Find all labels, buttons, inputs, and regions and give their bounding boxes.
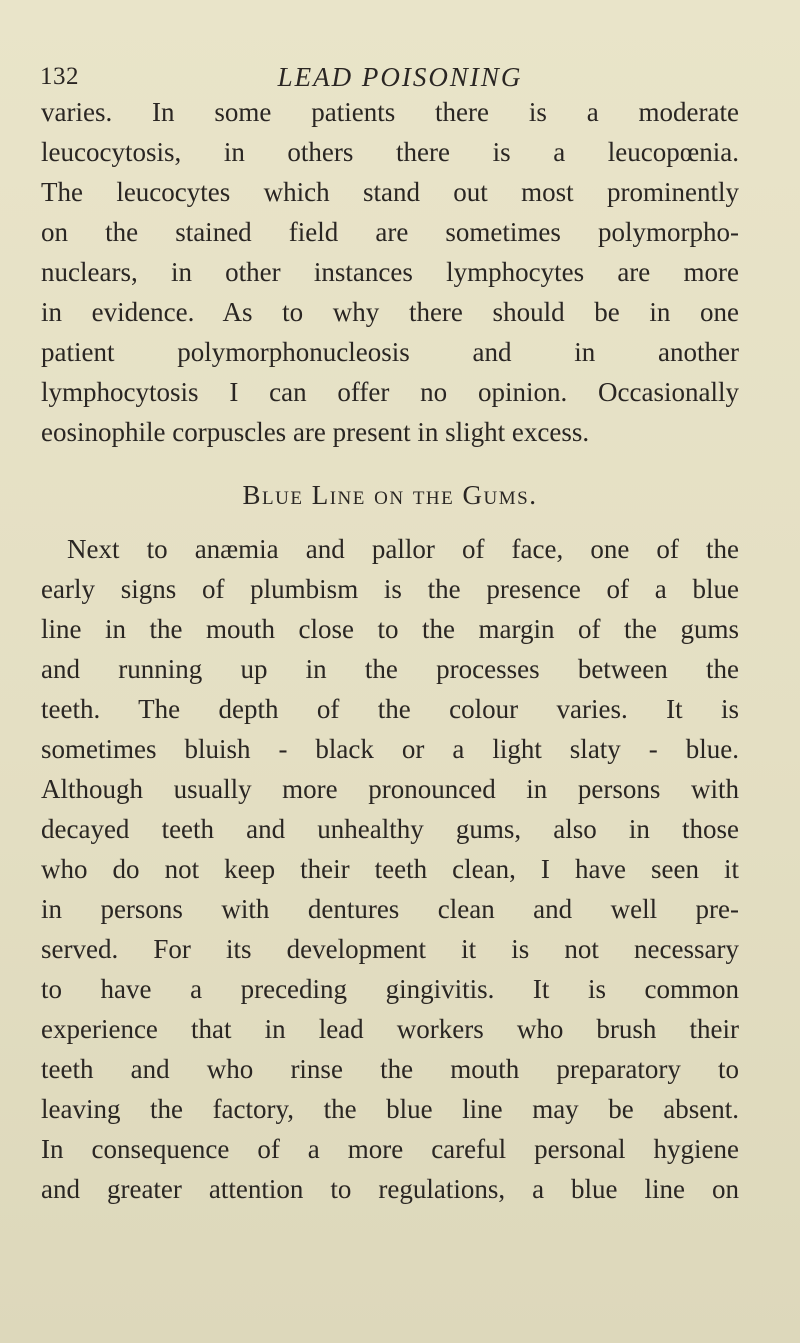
- page-number: 132: [40, 63, 79, 90]
- text-line: Although usually more pronounced in persons with: [41, 774, 739, 804]
- text-line: lymphocytosis I can offer no opinion. Occasionally: [41, 377, 739, 407]
- text-line: The leucocytes which stand out most prominently: [41, 177, 739, 207]
- text-line: on the stained field are sometimes polymorpho-: [41, 217, 739, 247]
- text-line: leaving the factory, the blue line may be absent.: [41, 1094, 739, 1124]
- text-line: patient polymorphonucleosis and in another: [41, 337, 739, 367]
- text-line: eosinophile corpuscles are present in slight excess.: [41, 417, 590, 447]
- text-line: to have a preceding gingivitis. It is common: [41, 974, 739, 1004]
- text-line: served. For its development it is not necessary: [41, 934, 739, 964]
- text-line: and running up in the processes between the: [41, 654, 739, 684]
- text-line: Next to anæmia and pallor of face, one of the: [67, 534, 739, 564]
- text-line: decayed teeth and unhealthy gums, also in those: [41, 814, 739, 844]
- text-line: nuclears, in other instances lymphocytes are more: [41, 257, 739, 287]
- text-line: In consequence of a more careful personal hygiene: [41, 1134, 739, 1164]
- text-line: leucocytosis, in others there is a leucopœnia.: [41, 137, 739, 167]
- text-line: and greater attention to regulations, a blue line on: [41, 1174, 739, 1204]
- text-line: teeth and who rinse the mouth preparatory to: [41, 1054, 739, 1084]
- text-line: experience that in lead workers who brush their: [41, 1014, 739, 1044]
- section-heading: Blue Line on the Gums.: [242, 480, 538, 510]
- text-line: varies. In some patients there is a moderate: [41, 97, 739, 127]
- text-line: line in the mouth close to the margin of the gums: [41, 614, 739, 644]
- running-head: [0, 50, 800, 90]
- paragraph-continued: [41, 92, 739, 452]
- text-line: who do not keep their teeth clean, I have seen it: [41, 854, 739, 884]
- text-line: early signs of plumbism is the presence of a blue: [41, 574, 739, 604]
- text-line: in persons with dentures clean and well pre-: [41, 894, 739, 924]
- text-line: in evidence. As to why there should be in one: [41, 297, 739, 327]
- paragraph-blue-line: [41, 529, 739, 1209]
- text-line: sometimes bluish - black or a light slaty - blue.: [41, 734, 739, 764]
- text-line: teeth. The depth of the colour varies. It is: [41, 694, 739, 724]
- running-title: LEAD POISONING: [277, 62, 523, 92]
- body-text: [41, 92, 739, 1209]
